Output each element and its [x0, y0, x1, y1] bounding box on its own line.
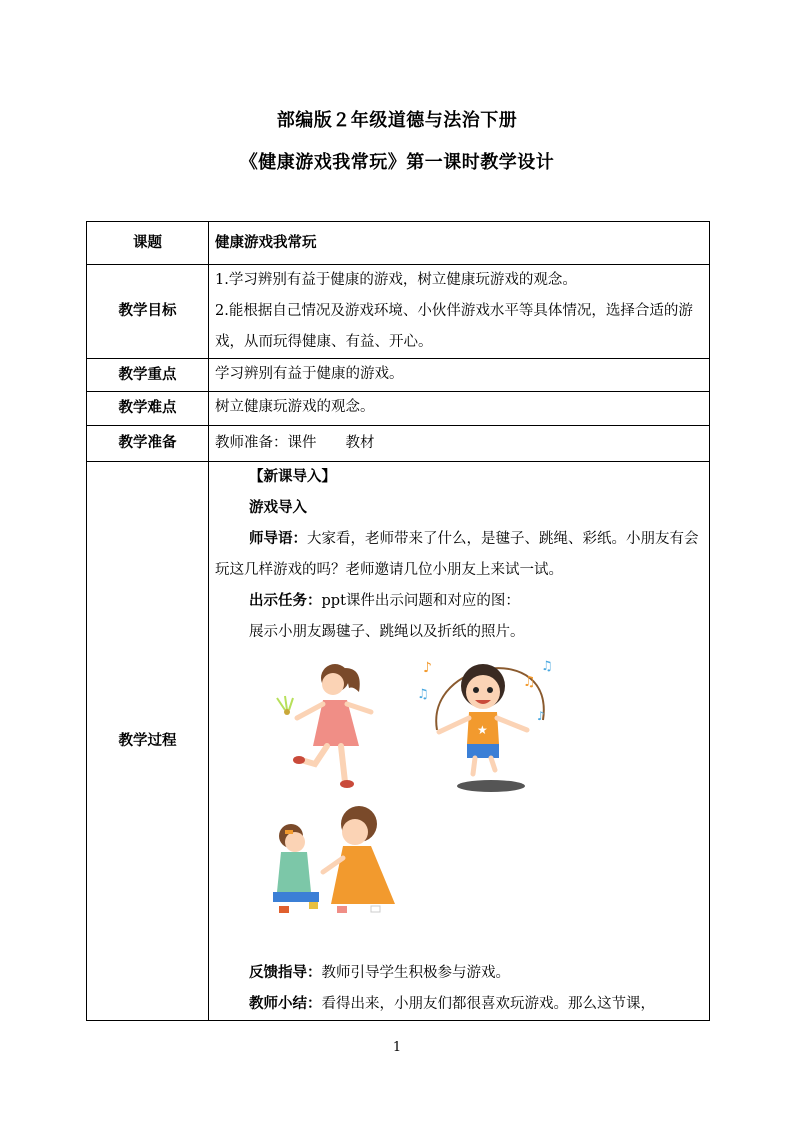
goal-2: 2.能根据自己情况及游戏环境、小伙伴游戏水平等具体情况，选择合适的游戏，从而玩得健康、有益、开心。: [215, 303, 693, 350]
star-icon: ★: [477, 723, 488, 737]
row-process: [87, 462, 710, 1021]
girl-shuttlecock-illustration: [275, 660, 385, 790]
music-note-icon: ♫: [523, 674, 536, 690]
label-goals: 教学目标: [87, 265, 209, 359]
page-number: 1: [392, 1040, 402, 1055]
music-note-icon: ♫: [417, 687, 429, 702]
paper-piece-icon: [371, 906, 380, 912]
row-goals: [87, 265, 710, 359]
label-process: 教学过程: [87, 462, 209, 1021]
goal-1: 1.学习辨别有益于健康的游戏，树立健康玩游戏的观念。: [215, 272, 577, 288]
music-note-icon: ♫: [541, 659, 553, 674]
row-key-point: [87, 359, 710, 392]
task-text: ppt课件出示问题和对应的图：: [321, 593, 520, 609]
label-topic: 课题: [87, 222, 209, 265]
doc-title-line1: 部编版２年级道德与法治下册: [276, 110, 518, 131]
lesson-plan-table: [86, 221, 710, 1021]
label-difficulty: 教学难点: [87, 392, 209, 426]
row-preparation: [87, 426, 710, 462]
value-process: [209, 462, 710, 1021]
section-heading: 【新课导入】: [249, 469, 336, 485]
value-preparation: 教师准备：课件 教材: [209, 426, 710, 462]
doc-title-line2: 《健康游戏我常玩》第一课时教学设计: [239, 152, 555, 173]
sub-heading: 游戏导入: [249, 500, 307, 516]
teacher-intro-label: 师导语：: [249, 531, 307, 547]
paper-piece-icon: [279, 906, 289, 913]
illustrations: [215, 648, 703, 958]
label-preparation: 教学准备: [87, 426, 209, 462]
value-key-point: 学习辨别有益于健康的游戏。: [209, 359, 710, 392]
feedback-text: 教师引导学生积极参与游戏。: [321, 965, 510, 981]
row-topic: [87, 222, 710, 265]
music-note-icon: ♪: [423, 660, 432, 676]
task-label: 出示任务：: [249, 593, 322, 609]
row-difficulty: [87, 392, 710, 426]
feedback-label: 反馈指导：: [249, 965, 322, 981]
value-difficulty: 树立健康玩游戏的观念。: [209, 392, 710, 426]
shuttlecock-icon: [277, 696, 293, 715]
teacher-intro-text: 大家看，老师带来了什么，是毽子、跳绳、彩纸。小朋友有会玩这几样游戏的吗？老师邀请几位小朋友上来试一试。: [215, 531, 699, 578]
girls-paper-folding-illustration: [259, 802, 409, 922]
label-key-point: 教学重点: [87, 359, 209, 392]
value-topic: 健康游戏我常玩: [209, 222, 710, 265]
task: [215, 586, 703, 617]
teacher-intro: [215, 524, 703, 586]
show-text: 展示小朋友踢毽子、跳绳以及折纸的照片。: [249, 624, 525, 640]
value-goals: [209, 265, 710, 359]
music-note-icon: ♪: [537, 709, 545, 723]
boy-jump-rope-illustration: [415, 650, 565, 795]
paper-piece-icon: [309, 902, 318, 909]
feedback: [215, 958, 703, 989]
summary-label: 教师小结：: [249, 996, 322, 1012]
summary: [215, 989, 703, 1020]
paper-piece-icon: [337, 906, 347, 913]
summary-text: 看得出来，小朋友们都很喜欢玩游戏。那么这节课，: [321, 996, 655, 1012]
